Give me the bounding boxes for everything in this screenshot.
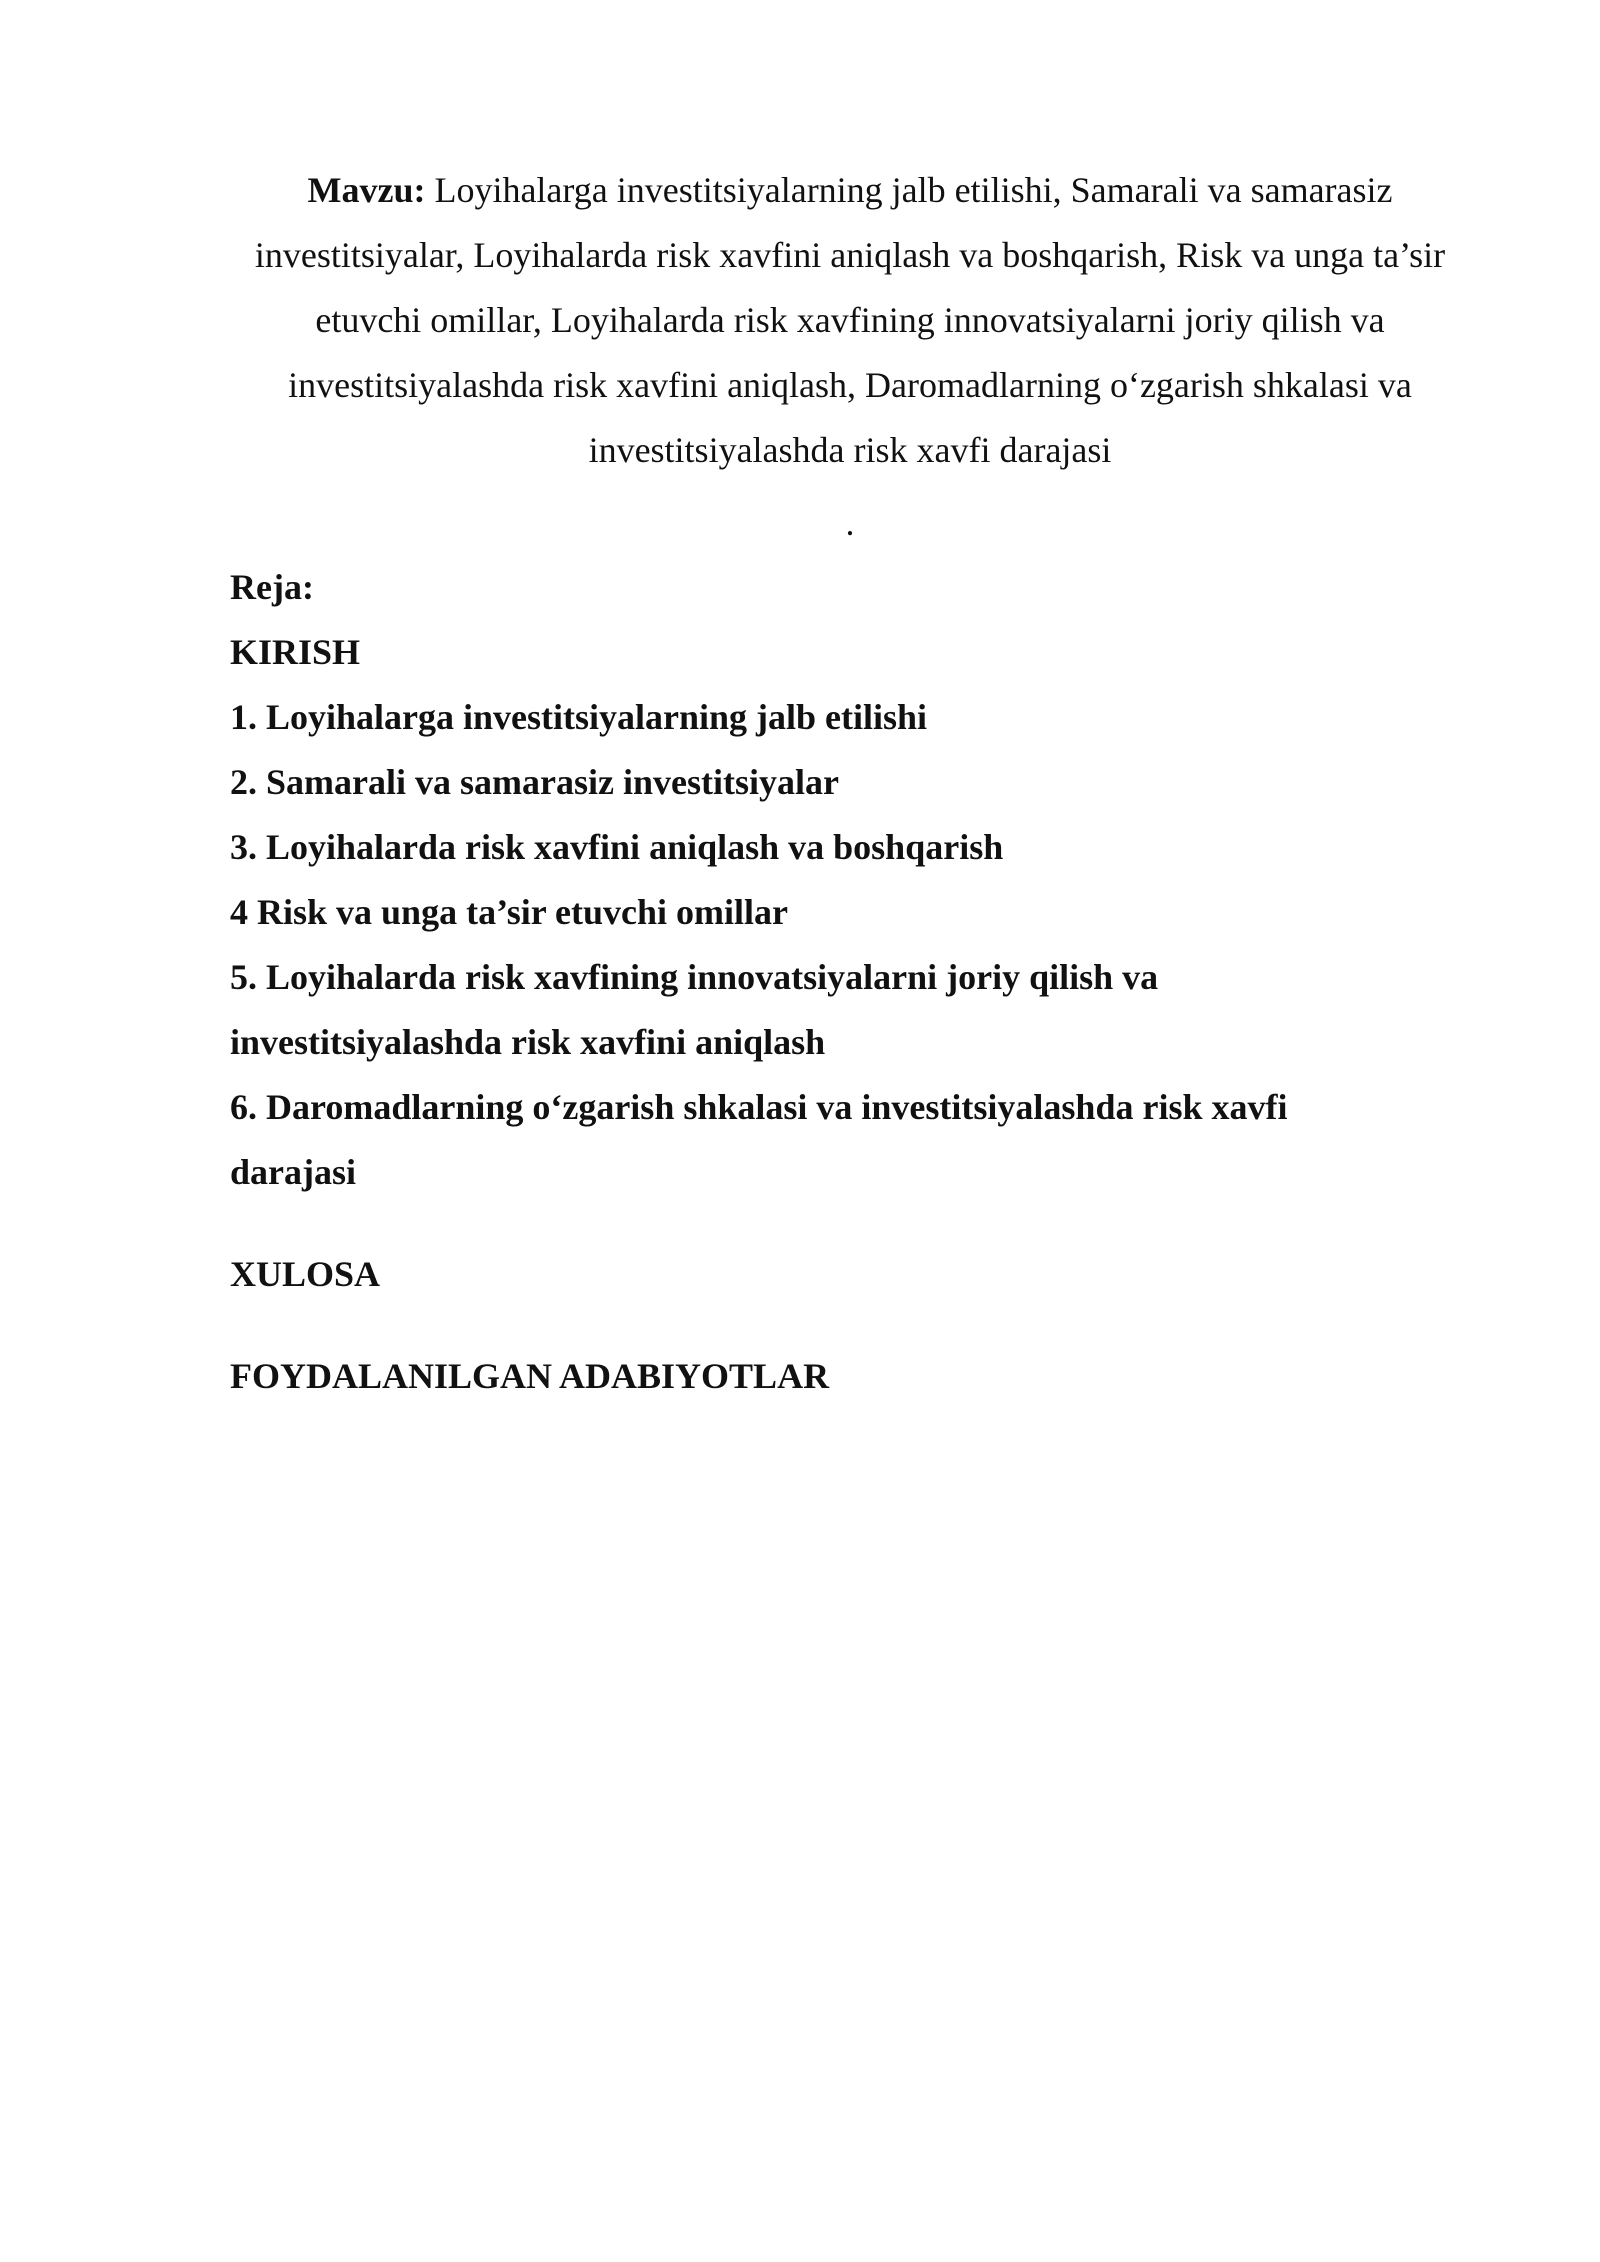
plan-item-4: 4 Risk va unga ta’sir etuvchi omillar: [230, 892, 789, 932]
plan-item-5-line-2: investitsiyalashda risk xavfini aniqlash: [230, 1022, 826, 1062]
plan-item-5-line-1: 5. Loyihalarda risk xavfining innovatsiyalarni joriy qilish va: [230, 957, 1159, 997]
plan-item-1: 1. Loyihalarga investitsiyalarning jalb etilishi: [230, 697, 928, 737]
plan-item-3: 3. Loyihalarda risk xavfini aniqlash va boshqarish: [230, 827, 1004, 867]
topic-text: Loyihalarga investitsiyalarning jalb etilishi, Samarali va samarasiz investitsiyalar, Loyihalarda risk xavfini aniqlash va boshqarish, Risk va unga ta’sir etuvchi omillar, Loyihalarda risk xavfining innovatsiyalarni joriy qilish va investitsiyalashda risk xavfini aniqlash, Daromadlarning o‘zgarish shkalasi va investitsiyalashda risk xavfi darajasi: [254, 170, 1446, 470]
plan-item-6-line-1: 6. Daromadlarning o‘zgarish shkalasi va investitsiyalashda risk xavfi: [230, 1087, 1288, 1127]
plan-heading: Reja:: [230, 567, 314, 607]
plan-item-2: 2. Samarali va samarasiz investitsiyalar: [230, 762, 839, 802]
plan-references: FOYDALANILGAN ADABIYOTLAR: [230, 1356, 830, 1396]
topic-trailing-dot: .: [845, 503, 855, 543]
plan-item-6-line-2: darajasi: [230, 1152, 356, 1192]
plan-section: [230, 555, 1430, 1205]
plan-intro: KIRISH: [230, 632, 361, 672]
plan-conclusion: XULOSA: [230, 1254, 381, 1294]
topic-label: Mavzu:: [307, 170, 426, 210]
topic-paragraph: [230, 158, 1470, 483]
